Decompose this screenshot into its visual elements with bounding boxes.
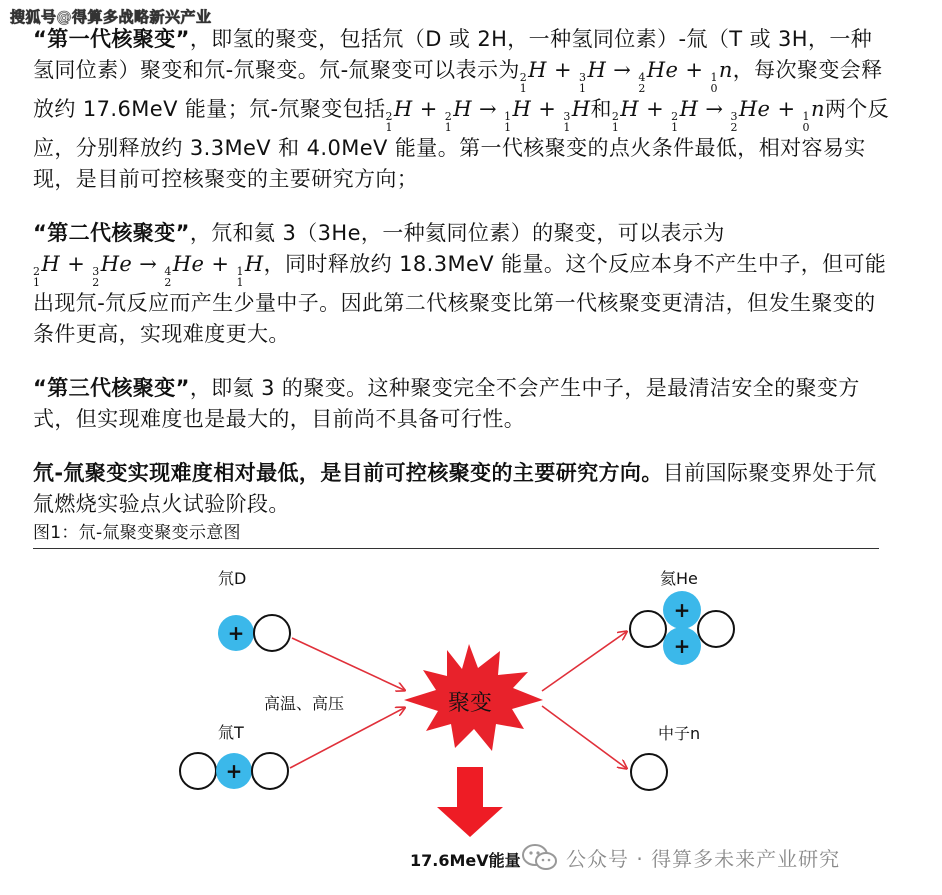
element-symbol: H	[41, 251, 61, 276]
equation-operator: +	[639, 96, 672, 121]
element-symbol: He	[738, 96, 771, 121]
mass-number: 1	[802, 109, 810, 123]
equation-operator: →	[471, 96, 505, 121]
text: 和	[590, 96, 612, 121]
label-fusion: 聚变	[447, 691, 493, 716]
equation-operator: +	[770, 96, 803, 121]
mass-number: 2	[519, 70, 528, 84]
element-symbol: H	[571, 96, 591, 121]
watermark-top: 搜狐号@得算多战略新兴产业	[10, 8, 212, 26]
wechat-icon	[520, 842, 560, 872]
mass-number: 1	[236, 264, 244, 278]
helium-nucleus	[630, 591, 734, 665]
plus-sign: +	[227, 621, 245, 645]
element-symbol: H	[587, 58, 607, 82]
mass-number: 3	[579, 70, 587, 84]
plus-sign: +	[673, 634, 691, 658]
mass-number: 2	[385, 109, 393, 123]
watermark-bottom	[520, 842, 840, 872]
atomic-number: 1	[519, 81, 528, 95]
element-symbol: n	[718, 58, 733, 82]
element-symbol: H	[528, 58, 547, 82]
element-symbol: He	[646, 58, 679, 82]
term-third-generation: “第三代核聚变”	[33, 375, 190, 400]
equation-operator: +	[204, 251, 237, 276]
mass-number: 2	[611, 109, 620, 123]
atomic-number: 1	[611, 120, 620, 134]
figure-caption: 图1：氘-氚聚变聚变示意图	[33, 523, 241, 543]
energy-arrow-icon	[437, 767, 503, 837]
arrow-fusion-to-helium	[542, 632, 626, 691]
atomic-number: 1	[504, 120, 512, 134]
mass-number: 3	[92, 264, 100, 278]
atomic-number: 0	[802, 120, 810, 134]
element-symbol: He	[172, 251, 205, 276]
atomic-number: 1	[33, 275, 41, 289]
text: ，每次聚变会释放约 17.6MeV 能量；氘-氘聚变包括	[33, 58, 883, 121]
term-second-generation: “第二代核聚变”	[33, 220, 190, 245]
neutron	[252, 753, 288, 789]
element-symbol: H	[620, 96, 639, 121]
atomic-number: 2	[638, 81, 646, 95]
mass-number: 4	[638, 70, 646, 84]
text: ，即氢的聚变，包括氘（D 或 2H，一种氢同位素）-氚（T 或 3H，一种氢同位素）聚变和氘-氘聚变。氘-氚聚变可以表示为	[33, 27, 873, 82]
equation-operator: +	[678, 58, 711, 82]
atomic-number: 1	[563, 120, 571, 134]
arrow-deuterium-to-fusion	[292, 638, 404, 690]
atomic-number: 1	[385, 120, 393, 134]
element-symbol: H	[244, 251, 264, 276]
element-symbol: n	[810, 96, 825, 121]
mass-number: 2	[671, 109, 679, 123]
label-helium: 氦He	[660, 569, 698, 588]
label-neutron: 中子n	[658, 724, 701, 743]
plus-sign: +	[673, 598, 691, 622]
element-symbol: H	[453, 96, 472, 121]
mass-number: 3	[730, 109, 738, 123]
text: 目前国际聚变界处于氘氚燃烧实验点火试验阶段。	[33, 460, 877, 516]
mass-number: 4	[164, 264, 172, 278]
arrow-tritium-to-fusion	[290, 708, 404, 768]
atomic-number: 2	[730, 120, 738, 134]
mass-number: 2	[444, 109, 453, 123]
atomic-number: 1	[444, 120, 453, 134]
equation-operator: +	[412, 96, 445, 121]
equation-operator: +	[531, 96, 564, 121]
mass-number: 1	[504, 109, 512, 123]
label-tritium: 氚T	[218, 723, 244, 742]
element-symbol: H	[679, 96, 699, 121]
neutron	[180, 753, 216, 789]
label-conditions: 高温、高压	[264, 694, 345, 713]
deuterium-nucleus	[218, 615, 290, 651]
equation-operator: +	[60, 251, 93, 276]
mass-number: 2	[33, 264, 41, 278]
equation-operator: →	[698, 96, 731, 121]
neutron	[630, 611, 666, 647]
label-deuterium: 氘D	[218, 569, 247, 588]
equation-operator: →	[606, 58, 639, 82]
text: 两个反应，分别释放约 3.3MeV 和 4.0MeV 能量。第一代核聚变的点火条件最低，相对容易实现，是目前可控核聚变的主要研究方向；	[33, 96, 890, 191]
element-symbol: He	[100, 251, 133, 276]
mass-number: 3	[563, 109, 571, 123]
text: ，即氦 3 的聚变。这种聚变完全不会产生中子，是最清洁安全的聚变方式，但实现难度也是最大的，目前尚不具备可行性。	[33, 375, 860, 431]
element-symbol: H	[393, 96, 413, 121]
term-first-generation: “第一代核聚变”	[33, 27, 190, 51]
atomic-number: 0	[710, 81, 718, 95]
free-neutron	[631, 754, 667, 790]
atomic-number: 1	[579, 81, 587, 95]
tritium-nucleus	[180, 753, 288, 789]
element-symbol: H	[512, 96, 532, 121]
plus-sign: +	[225, 759, 243, 783]
watermark-bottom-text: 公众号 · 得算多未来产业研究	[566, 846, 841, 871]
equation-operator: →	[132, 251, 165, 276]
text: ，氘和氦 3（3He，一种氦同位素）的聚变，可以表示为	[189, 220, 725, 245]
atomic-number: 1	[671, 120, 679, 134]
atomic-number: 2	[164, 275, 172, 289]
equation-operator: +	[546, 58, 580, 82]
atomic-number: 1	[236, 275, 244, 289]
neutron	[254, 615, 290, 651]
text: ，同时释放约 18.3MeV 能量。这个反应本身不产生中子，但可能出现氘-氘反应而产生少量中子。因此第二代核聚变比第一代核聚变更清洁，但发生聚变的条件更高，实现难度更大。	[33, 251, 887, 346]
neutron	[698, 611, 734, 647]
summary-highlight: 氘-氚聚变实现难度相对最低，是目前可控核聚变的主要研究方向。	[33, 460, 663, 485]
atomic-number: 2	[92, 275, 100, 289]
arrow-fusion-to-neutron	[542, 706, 626, 768]
mass-number: 1	[710, 70, 718, 84]
label-energy: 17.6MeV能量	[410, 851, 521, 870]
